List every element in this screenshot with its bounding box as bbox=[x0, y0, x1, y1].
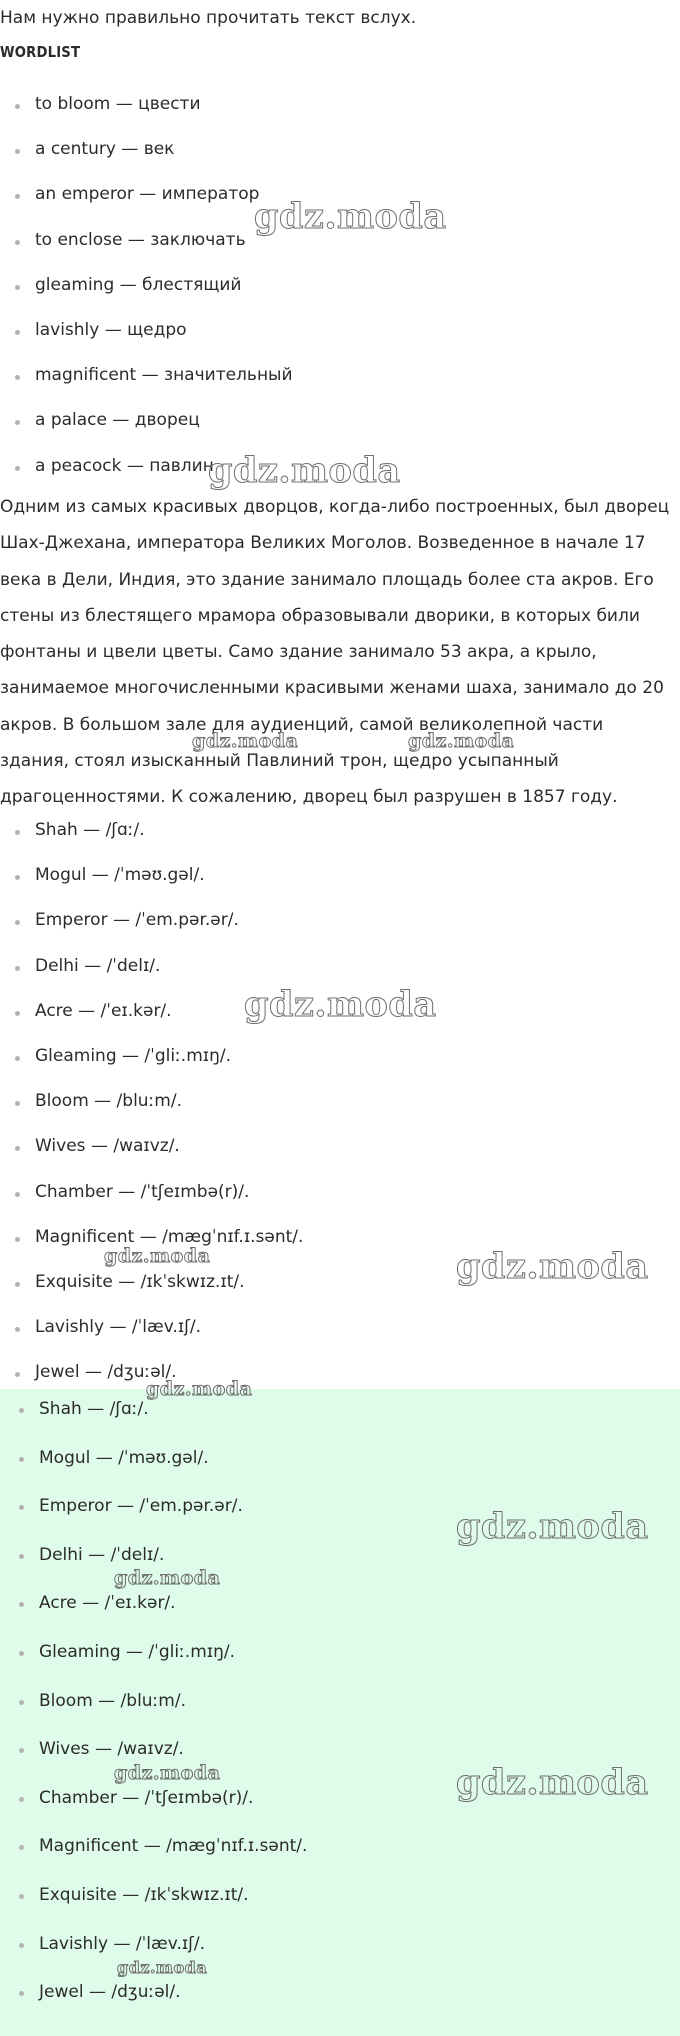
bullet-icon bbox=[15, 375, 20, 380]
bullet-icon bbox=[19, 1943, 24, 1948]
watermark-logo: gdz.moda bbox=[117, 1958, 208, 1977]
bullet-icon bbox=[15, 466, 20, 471]
watermark-logo: gdz.moda bbox=[114, 1762, 221, 1784]
bullet-icon bbox=[15, 240, 20, 245]
bullet-icon bbox=[19, 1554, 24, 1559]
translation-paragraph: Одним из самых красивых дворцов, когда-либо построенных, был дворец Шах-Джехана, императора Великих Моголов. Возведенное в начале 17 века в Дели, Индия, это здание занимало площадь более ста акров. Его стены из блестящего мрамора образовывали дворики, в которых били фонтаны и цвели цветы. Само здание занимало 53 акра, а крыло, занимаемое многочисленными красивыми женами шаха, занимало до 20 акров. В большом зале для аудиенций, самой великолепной части здания, стоял изысканный Павлиний трон, щедро усыпанный драгоценностями. К сожалению, дворец был разрушен в 1857 году. bbox=[0, 497, 670, 808]
bullet-icon bbox=[19, 1797, 24, 1802]
bullet-icon bbox=[15, 1101, 20, 1106]
watermark-logo: gdz.moda bbox=[456, 1762, 649, 1803]
bullet-icon bbox=[15, 1282, 20, 1287]
bullet-icon bbox=[15, 1056, 20, 1061]
bullet-icon bbox=[15, 285, 20, 290]
bullet-icon bbox=[15, 830, 20, 835]
bullet-icon bbox=[15, 330, 20, 335]
bullet-icon bbox=[15, 966, 20, 971]
bullet-icon bbox=[19, 1602, 24, 1607]
watermark-logo: gdz.moda bbox=[254, 196, 447, 237]
watermark-logo: gdz.moda bbox=[192, 730, 299, 752]
bullet-icon bbox=[19, 1894, 24, 1899]
bullet-icon bbox=[19, 1991, 24, 1996]
bullet-icon bbox=[15, 1327, 20, 1332]
watermark-logo: gdz.moda bbox=[104, 1245, 211, 1267]
bullet-icon bbox=[15, 920, 20, 925]
intro-text: Нам нужно правильно прочитать текст вслух. bbox=[0, 8, 417, 28]
watermark-logo: gdz.moda bbox=[456, 1506, 649, 1547]
bullet-icon bbox=[19, 1457, 24, 1462]
bullet-icon bbox=[15, 1237, 20, 1242]
watermark-logo: gdz.moda bbox=[208, 450, 401, 491]
bullet-icon bbox=[15, 1146, 20, 1151]
watermark-logo: gdz.moda bbox=[408, 730, 515, 752]
bullet-icon bbox=[19, 1700, 24, 1705]
bullet-icon bbox=[15, 875, 20, 880]
bullet-icon bbox=[19, 1748, 24, 1753]
bullet-icon bbox=[15, 149, 20, 154]
watermark-logo: gdz.moda bbox=[146, 1378, 253, 1400]
watermark-logo: gdz.moda bbox=[244, 984, 437, 1025]
bullet-icon bbox=[15, 194, 20, 199]
bullet-icon bbox=[15, 1192, 20, 1197]
bullet-icon bbox=[19, 1845, 24, 1850]
bullet-icon bbox=[19, 1651, 24, 1656]
watermark-logo: gdz.moda bbox=[114, 1567, 221, 1589]
bullet-icon bbox=[19, 1408, 24, 1413]
wordlist-heading: WORDLIST bbox=[0, 43, 81, 61]
bullet-icon bbox=[15, 1372, 20, 1377]
watermark-logo: gdz.moda bbox=[456, 1246, 649, 1287]
bullet-icon bbox=[15, 420, 20, 425]
bullet-icon bbox=[15, 104, 20, 109]
bullet-icon bbox=[19, 1505, 24, 1510]
bullet-icon bbox=[15, 1011, 20, 1016]
highlighted-pronunciation-block: Shah — /ʃɑː/. Mogul — /ˈməʊ.gəl/. Emperor — /ˈem.pər.ər/. Delhi — /ˈdelɪ/. Acre — /ˈeɪ.kər/. Gleaming — /ˈgliː.mɪŋ/. Bloom — /bluːm/. Wives — /waɪvz/. Chamber — /ˈtʃeɪmbə(r)/. Magnificent — /mægˈnɪf.ɪ.sənt/. Exquisite — /ɪkˈskwɪz.ɪt/. Lavishly — /ˈlæv.ɪʃ/. Jewel — /dʒuːəl/. bbox=[0, 1389, 680, 2036]
